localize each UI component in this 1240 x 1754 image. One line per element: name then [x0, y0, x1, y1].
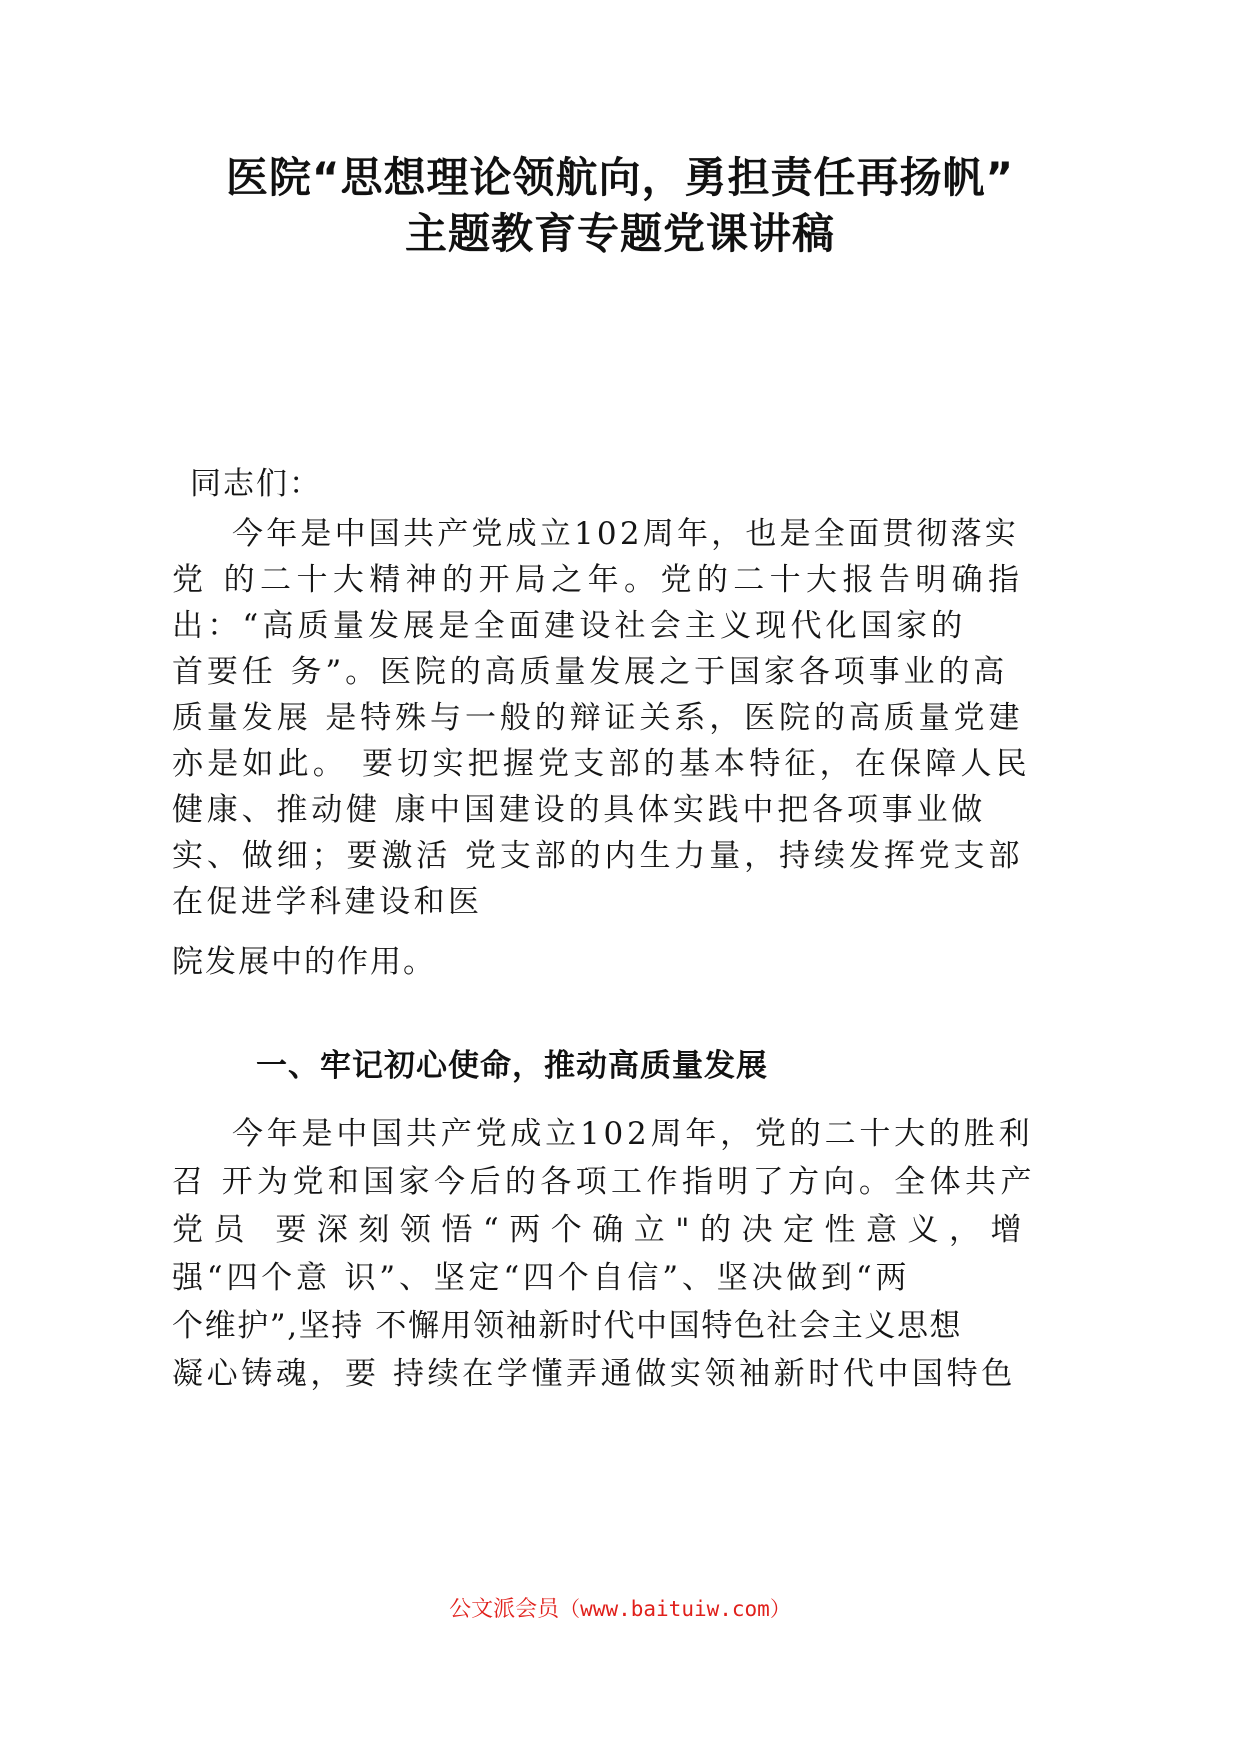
paragraph-line: 在促进学科建设和医: [172, 884, 483, 920]
document-title: [120, 150, 1120, 262]
paragraph-line: 个维护”,坚持 不懈用领袖新时代中国特色社会主义思想: [172, 1308, 963, 1344]
paragraph-line: 党员 要深刻领悟“两个确立"的决定性意义，增: [172, 1212, 1032, 1248]
section-heading-1: 一、牢记初心使命，推动高质量发展: [256, 1048, 768, 1084]
paragraph-line: 凝心铸魂，要 持续在学懂弄通做实领袖新时代中国特色: [172, 1356, 1016, 1392]
paragraph-line: 党 的二十大精神的开局之年。党的二十大报告明确指: [172, 562, 1025, 598]
paragraph-line: 院发展中的作用。: [172, 944, 436, 980]
paragraph-line: 首要任 务”。医院的高质量发展之于国家各项事业的高: [172, 654, 1009, 690]
title-line-2: 主题教育专题党课讲稿: [404, 209, 835, 258]
footer-url: （www.baituiw.com）: [559, 1597, 791, 1621]
greeting: 同志们：: [190, 466, 322, 502]
paragraph-line: 健康、推动健 康中国建设的具体实践中把各项事业做: [172, 792, 987, 828]
paragraph-line: 质量发展 是特殊与一般的辩证关系，医院的高质量党建: [172, 700, 1024, 736]
paragraph-line: 今年是中国共产党成立102周年，党的二十大的胜利: [232, 1116, 1034, 1152]
title-line-1: 医院“思想理论领航向，勇担责任再扬帆”: [225, 153, 1015, 202]
paragraph-line: 亦是如此。 要切实把握党支部的基本特征，在保障人民: [172, 746, 1031, 782]
paragraph-line: 召 开为党和国家今后的各项工作指明了方向。全体共产: [172, 1164, 1036, 1200]
paragraph-line: 今年是中国共产党成立102周年，也是全面贯彻落实: [232, 516, 1019, 552]
footer-watermark: [0, 1592, 1240, 1623]
paragraph-line: 强“四个意 识”、坚定“四个自信”、坚决做到“两: [172, 1260, 911, 1296]
paragraph-line: 出：“高质量发展是全面建设社会主义现代化国家的: [172, 608, 967, 644]
footer-brand: 公文派会员: [449, 1597, 560, 1622]
paragraph-line: 实、做细；要激活 党支部的内生力量，持续发挥党支部: [172, 838, 1024, 874]
